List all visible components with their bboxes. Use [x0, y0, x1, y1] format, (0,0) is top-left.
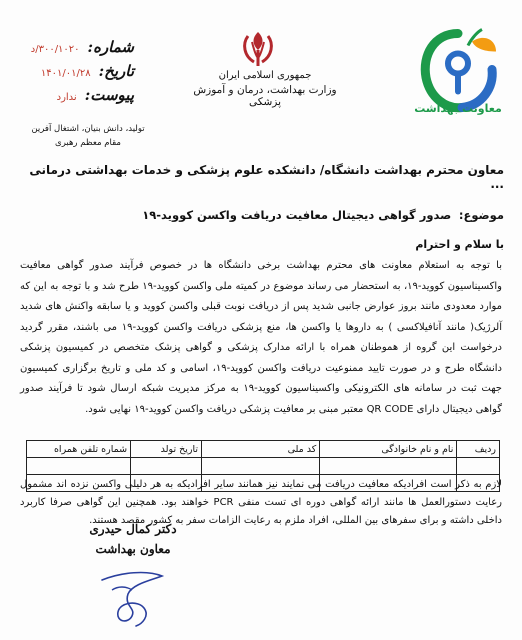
motto-line1: تولید، دانش بنیان، اشتغال آفرین — [31, 124, 145, 134]
motto — [28, 122, 148, 150]
iran-emblem-icon — [238, 28, 278, 68]
signer-title: معاون بهداشت — [95, 542, 171, 556]
header-birth-date: تاریخ تولد — [131, 441, 202, 458]
motto-line2: مقام معظم رهبری — [55, 138, 121, 148]
number-value: ۳۰۰/۱۰۲۰/د — [30, 44, 80, 55]
number-label: شماره: — [87, 38, 134, 56]
date-row — [14, 62, 134, 86]
subject-label: موضوع: — [458, 208, 504, 222]
handwritten-signature-icon — [92, 550, 172, 630]
header-row-number: ردیف — [457, 441, 500, 458]
table-row — [27, 458, 500, 475]
number-row — [14, 38, 134, 62]
ministry-title — [180, 70, 350, 108]
header-national-id: کد ملی — [202, 441, 320, 458]
date-label: تاریخ: — [98, 62, 134, 80]
header-full-name: نام و نام خانوادگی — [320, 441, 457, 458]
subject-line — [18, 208, 504, 222]
attachment-row — [14, 86, 134, 110]
greeting: با سلام و احترام — [415, 238, 504, 251]
logo-caption: معاونت بهداشت — [414, 102, 502, 115]
date-value: ۱۴۰۱/۰۱/۲۸ — [40, 68, 91, 79]
header-mobile: شماره تلفن همراه — [27, 441, 131, 458]
subject-text: صدور گواهی دیجیتال معافیت دریافت واکسن کووید-۱۹ — [142, 208, 452, 222]
body-paragraph: با توجه به استعلام معاونت های محترم بهداشت برخی دانشگاه ها در خصوص فرآیند صدور گواهی معافیت واکسیناسیون کووید-۱۹، به استحضار می رساند موضوع در کمیته ملی واکسن کووید-۱۹ طرح شد و با توجه به این که موارد معدودی مانند بروز عوارض جانبی شدید پس از دریافت نوبت قبلی واکسن کووید و یا سابقه واکنش های شدید آلرژیک( مانند آنافیلاکسی ) به داروها یا واکسن ها، منع پزشکی دریافت واکسن کووید-۱۹ می باشند، مقرر گردید درخواست این گروه از هموطنان همراه با ارائه مدارک پزشکی و گواهی پزشک متخصص در کمیسیون پزشکی دانشگاه طرح و در صورت تایید ممنوعیت دریافت واکسن کووید-۱۹، اسامی و کد ملی و تاریخ برگزاری کمیسیون جهت ثبت در سامانه های الکترونیکی واکسیناسیون کووید-۱۹ به مرکز مدیریت شبکه ارسال شود تا فرآیند صدور گواهی دیجیتال دارای QR CODE معتبر مبنی بر معافیت پزشکی دریافت واکسن کووید-۱۹ نهایی شود. — [20, 260, 502, 415]
ministry-line2: وزارت بهداشت، درمان و آموزش پزشکی — [193, 84, 337, 108]
table-header-row — [27, 441, 500, 458]
attachment-label: پیوست: — [84, 86, 134, 104]
closing-paragraph: لازم به ذکر است افرادیکه معافیت دریافت می نمایند نیز همانند سایر افرادیکه به هر دلیلی واکسن نزده اند مشمول رعایت دستورالعمل ها مانند ارائه گواهی دوره ای تست منفی PCR خواهند بود. همچنین این گواهی صرفا کاربرد داخلی داشته و برای سفرهای بین المللی، افراد ملزم به رعایت الزامات سفر به کشور مقصد هستند. — [20, 479, 502, 526]
addressee: معاون محترم بهداشت دانشگاه/ دانشکده علوم پزشکی و خدمات بهداشتی درمانی ... — [29, 163, 504, 191]
reference-block — [14, 38, 134, 110]
signer-name: دکتر کمال حیدری — [89, 522, 177, 536]
ministry-line1: جمهوری اسلامی ایران — [218, 70, 312, 81]
attachment-value: ندارد — [56, 92, 77, 103]
